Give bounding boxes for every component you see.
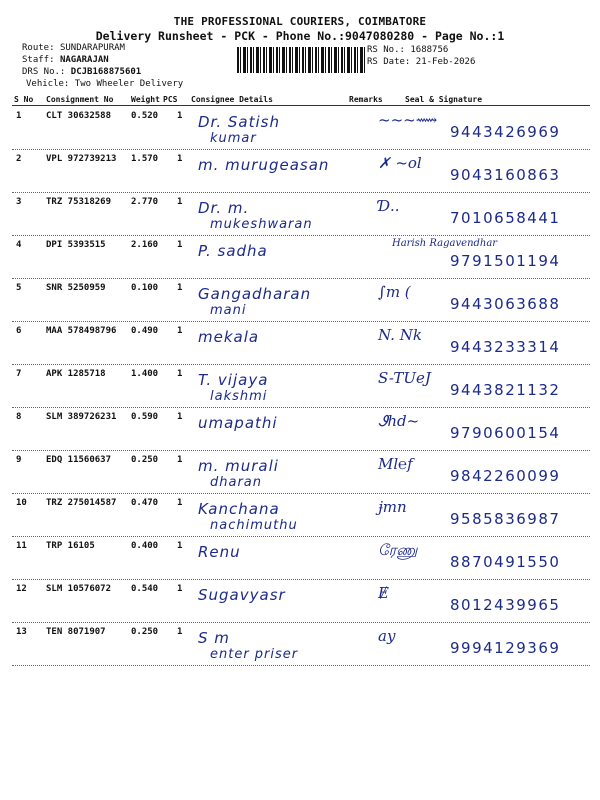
rs-no-label: RS No.: [367, 45, 405, 55]
table-row [0, 537, 600, 580]
row-sno: 13 [16, 627, 27, 637]
row-pcs: 1 [177, 455, 183, 465]
row-phone: 8012439965 [450, 596, 561, 614]
row-weight: 0.250 [131, 627, 159, 637]
row-consignment-no: MAA 578498796 [46, 326, 117, 336]
row-pcs: 1 [177, 240, 183, 250]
row-consignee-name-line2: mani [210, 303, 247, 318]
table-row [0, 365, 600, 408]
row-pcs: 1 [177, 111, 183, 121]
row-sno: 3 [16, 197, 22, 207]
row-consignee-name: Gangadharan [198, 285, 312, 303]
row-weight: 0.520 [131, 111, 159, 121]
row-separator [12, 665, 590, 666]
row-consignment-no: TRZ 75318269 [46, 197, 112, 207]
row-weight: 2.160 [131, 240, 159, 250]
row-signature: N. Nk [378, 326, 422, 344]
vehicle-value: Two Wheeler Delivery [74, 79, 184, 89]
row-consignment-no: CLT 30632588 [46, 111, 112, 121]
row-signature: S-TUeJ [378, 369, 431, 387]
staff-label: Staff: [22, 55, 55, 65]
row-consignee-name-line2: lakshmi [210, 389, 268, 404]
row-consignment-no: APK 1285718 [46, 369, 106, 379]
vehicle-line [26, 79, 183, 90]
row-consignment-no: SNR 5250959 [46, 283, 106, 293]
row-consignee-name: Renu [198, 543, 241, 561]
row-signature: ∫m ( [378, 283, 411, 301]
row-phone: 9443233314 [450, 338, 561, 356]
row-sno: 12 [16, 584, 27, 594]
row-pcs: 1 [177, 326, 183, 336]
col-remarks: Remarks [349, 95, 383, 104]
company-title: THE PROFESSIONAL COURIERS, COIMBATORE [173, 15, 427, 28]
table-row [0, 494, 600, 537]
row-consignment-no: SLM 10576072 [46, 584, 112, 594]
row-sno: 5 [16, 283, 22, 293]
row-phone: 9443821132 [450, 381, 561, 399]
barcode [237, 47, 365, 73]
col-sno: S No [14, 95, 34, 104]
row-consignee-name: S m [198, 629, 230, 647]
route-line [22, 43, 125, 54]
row-sno: 7 [16, 369, 22, 379]
rs-no-value: 1688756 [410, 45, 449, 55]
row-consignee-name-line2: enter priser [210, 647, 299, 662]
rs-date-label: RS Date: [367, 57, 411, 67]
row-weight: 0.100 [131, 283, 159, 293]
row-consignee-name: m. murugeasan [198, 156, 330, 174]
row-consignee-name-line2: dharan [210, 475, 263, 490]
row-sno: 11 [16, 541, 27, 551]
col-seal: Seal & Signature [405, 95, 483, 104]
row-signature: ரேணு [378, 541, 418, 559]
drs-label: DRS No.: [22, 67, 66, 77]
col-consignment: Consignment No [46, 95, 114, 104]
row-consignee-name: Sugavyasr [198, 586, 286, 604]
row-consignee-name: Kanchana [198, 500, 280, 518]
col-weight: Weight [131, 95, 160, 104]
col-consignee: Consignee Details [191, 95, 273, 104]
row-signature: Ɗ.. [378, 197, 400, 215]
row-phone: 9842260099 [450, 467, 561, 485]
row-signature: ay [378, 627, 396, 645]
row-weight: 2.770 [131, 197, 159, 207]
table-row [0, 451, 600, 494]
row-pcs: 1 [177, 283, 183, 293]
row-signature: ✗ ~ol [378, 154, 422, 172]
table-row [0, 107, 600, 150]
drs-line [22, 67, 141, 78]
staff-line [22, 55, 109, 66]
row-phone: 9790600154 [450, 424, 561, 442]
row-pcs: 1 [177, 627, 183, 637]
row-consignment-no: DPI 5393515 [46, 240, 106, 250]
row-phone: 9585836987 [450, 510, 561, 528]
row-sno: 2 [16, 154, 22, 164]
table-row [0, 193, 600, 236]
row-sno: 1 [16, 111, 22, 121]
table-row [0, 408, 600, 451]
row-signature: Harish Ragavendhar [392, 238, 498, 249]
row-consignee-name-line2: kumar [210, 131, 257, 146]
row-weight: 0.540 [131, 584, 159, 594]
row-pcs: 1 [177, 197, 183, 207]
row-consignment-no: TRP 16105 [46, 541, 95, 551]
row-signature: Ɇ [378, 584, 389, 602]
row-signature: Ml℮f [378, 455, 413, 473]
table-row [0, 236, 600, 279]
row-consignment-no: TRZ 275014587 [46, 498, 117, 508]
row-consignee-name: Dr. Satish [198, 113, 280, 131]
drs-value: DCJB168875601 [70, 67, 142, 77]
row-consignee-name: m. murali [198, 457, 279, 475]
col-pcs: PCS [163, 95, 178, 104]
row-phone: 9443063688 [450, 295, 561, 313]
row-consignment-no: EDQ 11560637 [46, 455, 112, 465]
runsheet-subtitle: Delivery Runsheet - PCK - Phone No.:9047080280 - Page No.:1 [95, 29, 505, 43]
row-sno: 10 [16, 498, 27, 508]
row-phone: 9443426969 [450, 123, 561, 141]
row-consignment-no: TEN 8071907 [46, 627, 106, 637]
row-pcs: 1 [177, 498, 183, 508]
row-consignee-name-line2: mukeshwaran [210, 217, 313, 232]
table-row [0, 279, 600, 322]
row-consignment-no: SLM 389726231 [46, 412, 117, 422]
staff-value: NAGARAJAN [59, 55, 109, 65]
row-consignee-name: T. vijaya [198, 371, 269, 389]
row-weight: 0.490 [131, 326, 159, 336]
row-consignee-name: umapathi [198, 414, 278, 432]
row-weight: 0.590 [131, 412, 159, 422]
row-weight: 1.570 [131, 154, 159, 164]
row-consignee-name: Dr. m. [198, 199, 250, 217]
row-phone: 9994129369 [450, 639, 561, 657]
row-phone: 8870491550 [450, 553, 561, 571]
row-consignment-no: VPL 972739213 [46, 154, 117, 164]
header-rule [12, 105, 590, 106]
route-value: SUNDARAPURAM [59, 43, 125, 53]
row-sno: 6 [16, 326, 22, 336]
row-weight: 1.400 [131, 369, 159, 379]
route-label: Route: [22, 43, 55, 53]
rs-date-line [367, 57, 475, 68]
row-weight: 0.250 [131, 455, 159, 465]
row-phone: 9791501194 [450, 252, 561, 270]
table-row [0, 580, 600, 623]
table-row [0, 623, 600, 666]
row-pcs: 1 [177, 154, 183, 164]
row-phone: 9043160863 [450, 166, 561, 184]
row-pcs: 1 [177, 541, 183, 551]
table-row [0, 150, 600, 193]
rs-date-value: 21-Feb-2026 [415, 57, 476, 67]
row-signature: ɉmn [378, 498, 407, 516]
row-weight: 0.400 [131, 541, 159, 551]
row-sno: 4 [16, 240, 22, 250]
row-sno: 8 [16, 412, 22, 422]
row-weight: 0.470 [131, 498, 159, 508]
row-consignee-name: mekala [198, 328, 260, 346]
row-pcs: 1 [177, 584, 183, 594]
row-pcs: 1 [177, 412, 183, 422]
table-row [0, 322, 600, 365]
rs-no-line [367, 45, 448, 56]
vehicle-label: Vehicle: [26, 79, 70, 89]
row-consignee-name: P. sadha [198, 242, 268, 260]
row-sno: 9 [16, 455, 22, 465]
row-pcs: 1 [177, 369, 183, 379]
row-consignee-name-line2: nachimuthu [210, 518, 298, 533]
row-signature: Ꮽhd~ [378, 412, 420, 430]
row-phone: 7010658441 [450, 209, 561, 227]
row-signature: ~~~⟿ [378, 111, 438, 129]
